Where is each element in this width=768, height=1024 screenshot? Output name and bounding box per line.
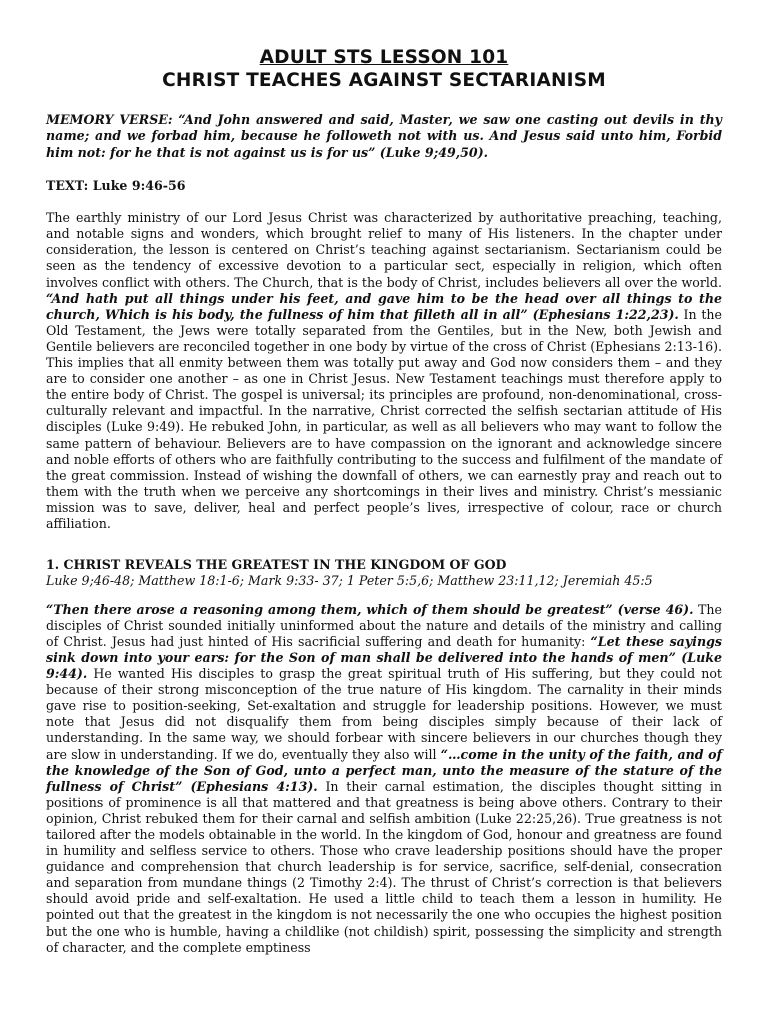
lesson-title — [46, 46, 722, 92]
text-reference: TEXT: Luke 9:46-56 — [46, 177, 186, 193]
intro-quote-ephesians: “And hath put all things under his feet, and gave him to be the head over all things to the church, Which is his body, the fullness of him that filleth all in all” (Ephesians 1:22,23). — [46, 290, 722, 322]
section-1-heading: 1. CHRIST REVEALS THE GREATEST IN THE KINGDOM OF GOD — [46, 557, 507, 573]
memory-verse: MEMORY VERSE: “And John answered and said, Master, we saw one casting out devils in thy name; and we forbad him, because he followeth not with us. And Jesus said unto him, Forbid him not: for he that is not against us is for us” (Luke 9;49,50). — [46, 112, 722, 160]
lesson-subject: CHRIST TEACHES AGAINST SECTARIANISM — [162, 70, 606, 91]
section-1-quote-3: “…come in the unity of the faith, and of the knowledge of the Son of God, unto a perfect man, unto the measure of the stature of the fullness of Christ” (Ephesians 4:13). — [46, 746, 722, 794]
section-1-quote-2: “Let these sayings sink down into your ears: for the Son of man shall be delivered into the hands of men” (Luke 9:44). — [46, 633, 723, 682]
section-1-text-2: He wanted His disciples to grasp the great spiritual truth of His suffering, but they could not because of their strong misconception of the true nature of His kingdom. The carnality in their minds gave rise to position-seeking, Set-exaltation and struggle for leadership positions. However, we must note that Jesus did not disqualify them from being disciples simply because of their lack of understanding. In the same way, we should forbear with sincere believers in our churches though they are slow in understanding. If we do, eventually they also will — [46, 666, 722, 762]
lesson-number: ADULT STS LESSON 101 — [259, 47, 509, 68]
section-1-quote-1: “Then there arose a reasoning among them, which of them should be greatest” (verse 46). — [46, 601, 694, 617]
intro-text-2: In the Old Testament, the Jews were totally separated from the Gentiles, but in the New, both Jewish and Gentile believers are reconciled together in one body by virtue of the cross of Christ (Ephesians 2:13-16). This implies that all enmity between them was totally put away and God now considers them – and they are to consider one another – as one in Christ Jesus. New Testament teachings must therefore apply to the entire body of Christ. The gospel is universal; its principles are profound, non-denominational, cross-culturally relevant and impactful. In the narrative, Christ corrected the selfish sectarian attitude of His disciples (Luke 9:49). He rebuked John, in particular, as well as all believers who may want to follow the same pattern of behaviour. Believers are to have compassion on the ignorant and acknowledge sincere and noble efforts of others who are faithfully contributing to the success and fulfilment of the mandate of the great commission. Instead of wishing the downfall of others, we can earnestly pray and reach out to them with the truth when we perceive any shortcomings in their lives and ministry. Christ’s messianic mission was to save, deliver, heal and perfect people’s lives, irrespective of colour, race or church affiliation. — [46, 306, 722, 531]
section-1-text-1: The disciples of Christ sounded initially uninformed about the nature and details of the ministry and calling of Christ. Jesus had just hinted of His sacrificial suffering and death for humanity: — [46, 601, 722, 649]
section-1-references: Luke 9;46-48; Matthew 18:1-6; Mark 9:33- 37; 1 Peter 5:5,6; Matthew 23:11,12; Jeremiah 45:5 — [46, 573, 653, 589]
section-1-paragraph — [46, 602, 722, 956]
document-page — [46, 46, 722, 968]
intro-paragraph — [46, 210, 722, 532]
section-1-text-3: In their carnal estimation, the disciples thought sitting in positions of prominence is all that mattered and that greatness is being above others. Contrary to their opinion, Christ rebuked them for their carnal and selfish ambition (Luke 22:25,26). True greatness is not tailored after the models obtainable in the world. In the kingdom of God, honour and greatness are found in humility and selfless service to others. Those who crave leadership positions should have the proper guidance and comprehension that church leadership is for service, sacrifice, self-denial, consecration and separation from mundane things (2 Timothy 2:4). The thrust of Christ’s correction is that believers should avoid pride and self-exaltation. He used a little child to teach them a lesson in humility. He pointed out that the greatest in the kingdom is not necessarily the one who occupies the highest position but the one who is humble, having a childlike (not childish) spirit, possessing the simplicity and strength of character, and the complete emptiness — [46, 778, 722, 955]
intro-text-1: The earthly ministry of our Lord Jesus Christ was characterized by authoritative preaching, teaching, and notable signs and wonders, which brought relief to many of His listeners. In the chapter under consideration, the lesson is centered on Christ’s teaching against sectarianism. Sectarianism could be seen as the tendency of excessive devotion to a particular sect, especially in religion, which often involves conflict with others. The Church, that is the body of Christ, includes believers all over the world. — [46, 210, 722, 290]
